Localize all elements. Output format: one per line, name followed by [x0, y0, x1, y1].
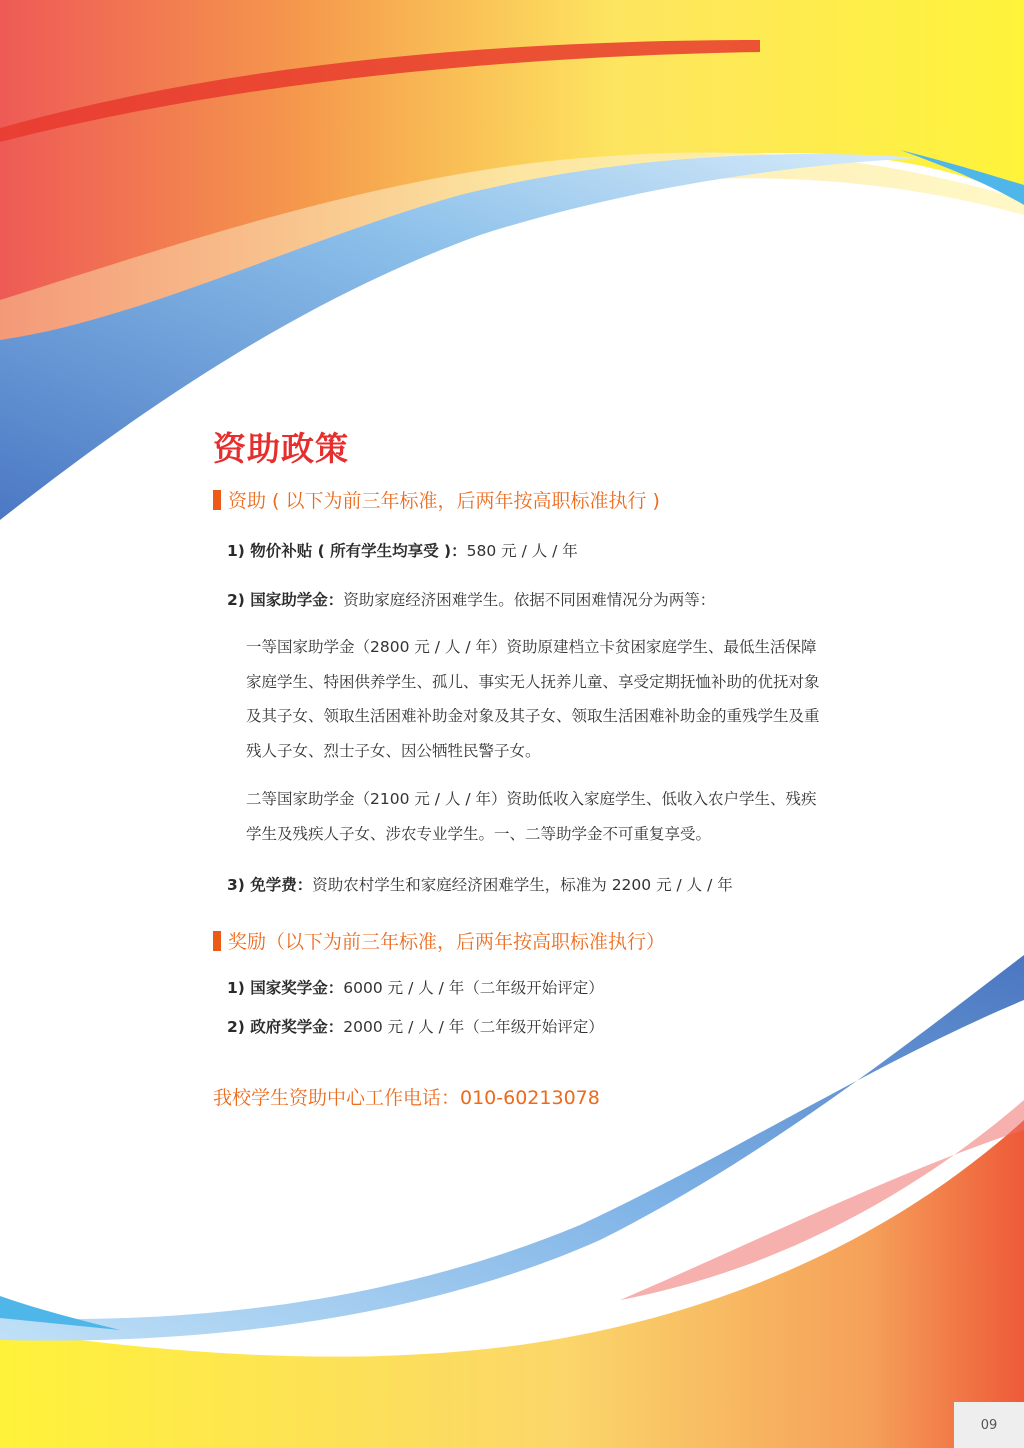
reward-item-national-scholarship — [227, 976, 604, 998]
section-heading-aid — [213, 486, 660, 513]
reward-item-government-scholarship — [227, 1015, 604, 1037]
section-heading-reward-text: 奖励（以下为前三年标准，后两年按高职标准执行） — [228, 931, 666, 953]
aid-item-tuition-waiver — [227, 873, 733, 895]
aid-item-national-grant — [227, 588, 715, 610]
grant-first-class-paragraph: 一等国家助学金（2800 元 / 人 / 年）资助原建档立卡贫困家庭学生、最低生活保障家庭学生、特困供养学生、孤儿、事实无人抚养儿童、享受定期抚恤补助的优抚对象及其子女、领取生活困难补助金对象及其子女、领取生活困难补助金的重残学生及重残人子女、烈士子女、因公牺牲民警子女。 — [246, 638, 820, 760]
item-label: 2) 政府奖学金： — [227, 1018, 344, 1036]
item-label: 1) 物价补贴 ( 所有学生均享受 )： — [227, 542, 467, 560]
item-text: 6000 元 / 人 / 年（二年级开始评定） — [343, 979, 604, 997]
item-label: 2) 国家助学金： — [227, 591, 344, 609]
item-text: 580 元 / 人 / 年 — [466, 542, 578, 560]
item-text: 资助家庭经济困难学生。依据不同困难情况分为两等： — [343, 591, 716, 609]
section-heading-reward — [213, 927, 665, 954]
item-label: 1) 国家奖学金： — [227, 979, 344, 997]
aid-item-price-subsidy — [227, 539, 578, 561]
grant-second-class-paragraph: 二等国家助学金（2100 元 / 人 / 年）资助低收入家庭学生、低收入农户学生、残疾学生及残疾人子女、涉农专业学生。一、二等助学金不可重复享受。 — [246, 790, 817, 843]
item-text: 2000 元 / 人 / 年（二年级开始评定） — [343, 1018, 604, 1036]
item-text: 资助农村学生和家庭经济困难学生，标准为 2200 元 / 人 / 年 — [312, 876, 733, 894]
page-number: 09 — [954, 1402, 1024, 1448]
section-heading-aid-text: 资助 ( 以下为前三年标准，后两年按高职标准执行 ) — [228, 490, 660, 512]
page-title: 资助政策 — [213, 429, 349, 468]
section-marker-icon — [213, 490, 221, 510]
section-marker-icon — [213, 931, 221, 951]
contact-phone: 我校学生资助中心工作电话：010-60213078 — [213, 1087, 600, 1109]
item-label: 3) 免学费： — [227, 876, 313, 894]
